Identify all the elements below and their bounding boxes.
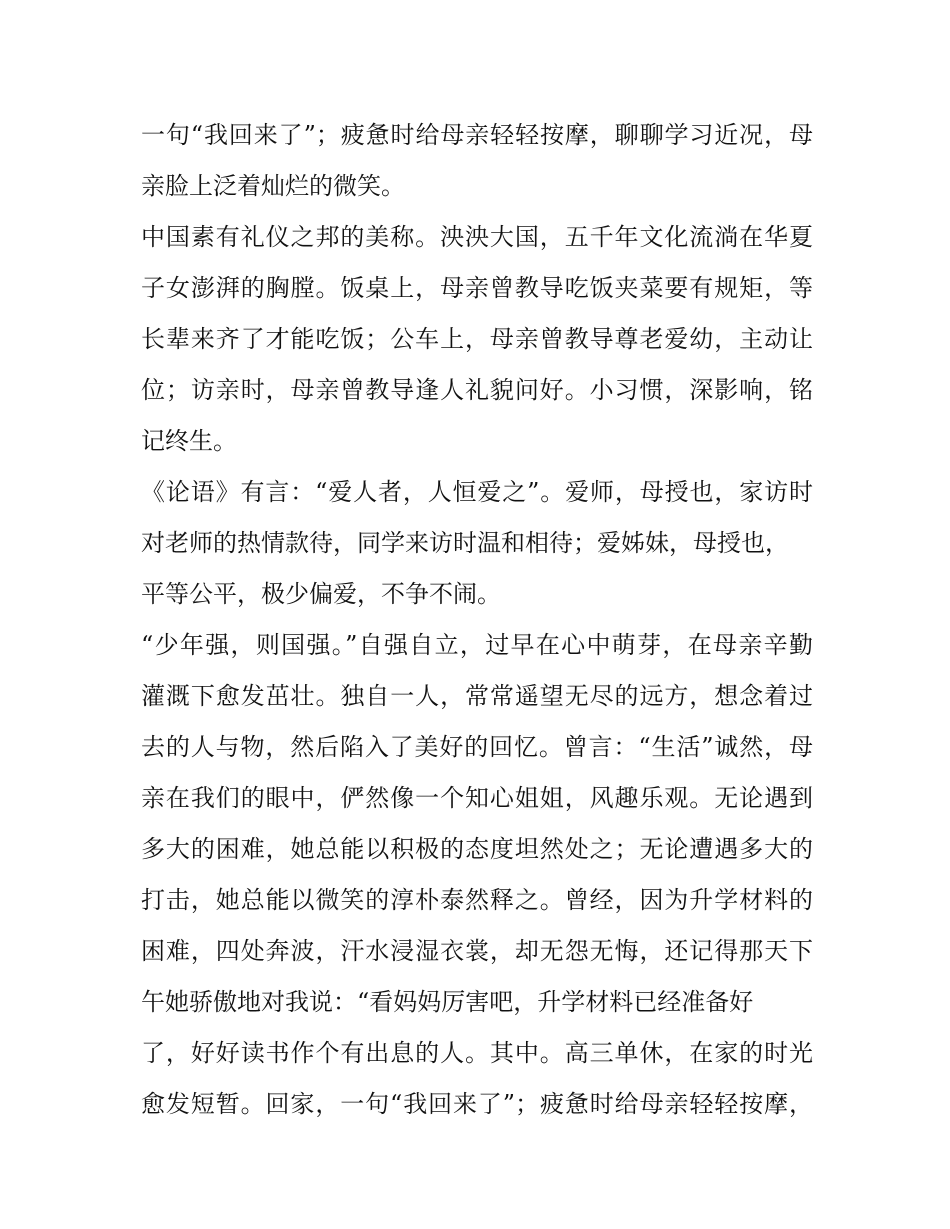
text-line: 《论语》有言：“爱人者，人恒爱之”。爱师，母授也，家访时 [141,478,813,506]
paragraph-2 [141,212,813,467]
text-line: “少年强，则国强。”自强自立，过早在心中萌芽，在母亲辛勤 [141,631,813,659]
text-line: 灌溉下愈发茁壮。独自一人，常常遥望无尽的远方，想念着过 [141,682,813,710]
text-line: 位；访亲时，母亲曾教导逢人礼貌问好。小习惯，深影响，铭 [141,376,813,404]
text-line: 午她骄傲地对我说：“看妈妈厉害吧，升学材料已经准备好 [141,988,754,1016]
text-line: 记终生。 [141,427,237,455]
text-line: 愈发短暂。回家，一句“我回来了”；疲惫时给母亲轻轻按摩， [141,1090,813,1118]
text-line: 多大的困难，她总能以积极的态度坦然处之；无论遭遇多大的 [141,835,813,863]
document-body [141,110,813,1130]
text-line: 亲脸上泛着灿烂的微笑。 [141,172,405,200]
text-line: 平等公平，极少偏爱，不争不闹。 [141,580,501,608]
text-line: 去的人与物，然后陷入了美好的回忆。曾言：“生活”诚然，母 [141,733,813,761]
paragraph-1 [141,110,813,212]
text-line: 一句“我回来了”；疲惫时给母亲轻轻按摩，聊聊学习近况，母 [141,121,813,149]
text-line: 亲在我们的眼中，俨然像一个知心姐姐，风趣乐观。无论遇到 [141,784,813,812]
paragraph-4 [141,620,813,1130]
text-line: 了，好好读书作个有出息的人。其中。高三单休，在家的时光 [141,1039,813,1067]
text-line: 困难，四处奔波，汗水浸湿衣裳，却无怨无悔，还记得那天下 [141,937,813,965]
text-line: 子女澎湃的胸膛。饭桌上，母亲曾教导吃饭夹菜要有规矩，等 [141,274,813,302]
text-line: 中国素有礼仪之邦的美称。泱泱大国，五千年文化流淌在华夏 [141,223,813,251]
paragraph-3 [141,467,813,620]
text-line: 长辈来齐了才能吃饭；公车上，母亲曾教导尊老爱幼，主动让 [141,325,813,353]
text-line: 对老师的热情款待，同学来访时温和相待；爱姊妹，母授也， [141,529,789,557]
text-line: 打击，她总能以微笑的淳朴泰然释之。曾经，因为升学材料的 [141,886,813,914]
